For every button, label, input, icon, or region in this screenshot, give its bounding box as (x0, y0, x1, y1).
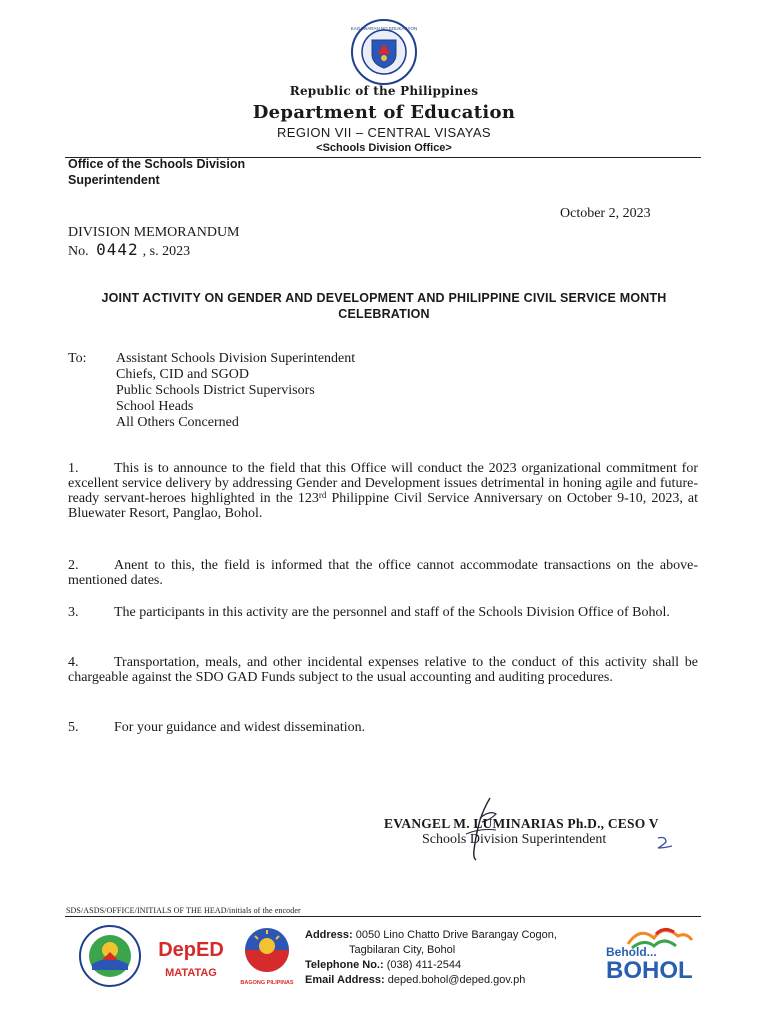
paragraph-number: 4. (68, 655, 79, 670)
address-line-2: Tagbilaran City, Bohol (349, 944, 456, 956)
memo-no-label: No. (68, 244, 89, 259)
division-office-heading: <Schools Division Office> (316, 142, 452, 154)
bagong-pilipinas-logo (236, 924, 298, 988)
footer-divider (65, 916, 701, 917)
paragraph-text: For your guidance and widest dissemination. (114, 720, 366, 735)
ordinal-suffix: rd (318, 490, 327, 500)
deped-matatag-logo (156, 928, 226, 984)
paragraph-number: 5. (68, 720, 79, 735)
republic-heading: Republic of the Philippines (289, 84, 479, 98)
email-line (305, 973, 557, 988)
telephone-line (305, 958, 557, 973)
paragraph-number: 2. (68, 558, 79, 573)
deped-division-seal-icon (78, 924, 142, 988)
svg-text:KAGAWARAN NG EDUKASYON: KAGAWARAN NG EDUKASYON (350, 26, 418, 31)
bohol-behold-text: Behold... (606, 945, 657, 959)
paragraph-text: This is to announce to the field that this Office will conduct the 2023 organizational commitment for excellent service delivery by addressing Gender and Development issues detrimental in honing agile and future-ready servant-heroes highlighted in the 123 (68, 461, 698, 506)
memo-number-line (68, 241, 240, 260)
recipient-item: All Others Concerned (116, 415, 239, 430)
address-value: 0050 Lino Chatto Drive Barangay Cogon, (355, 929, 557, 941)
telephone-value: (038) 411-2544 (386, 959, 462, 971)
email-label: Email Address: (305, 974, 385, 986)
behold-bohol-logo (598, 922, 708, 982)
paragraph-2 (68, 558, 698, 588)
memo-type: DIVISION MEMORANDUM (68, 225, 240, 240)
recipient-item: Chiefs, CID and SGOD (116, 367, 249, 382)
address-line (305, 928, 557, 943)
initial-mark-icon (654, 834, 678, 852)
deped-logo-text: DepED (158, 939, 224, 961)
recipient-list (116, 351, 355, 431)
footer-contact (305, 928, 557, 988)
paragraph-number: 3. (68, 605, 79, 620)
matatag-text: MATATAG (165, 967, 217, 979)
recipient-item: Public Schools District Supervisors (116, 383, 315, 398)
paragraph-text: Transportation, meals, and other incidental expenses relative to the conduct of this activity shall be chargeable against the SDO GAD Funds subject to the usual accounting and auditing procedures. (68, 655, 698, 685)
email-value: deped.bohol@deped.gov.ph (387, 974, 526, 986)
address-label: Address: (305, 929, 353, 941)
memo-subject: JOINT ACTIVITY ON GENDER AND DEVELOPMENT AND PHILIPPINE CIVIL SERVICE MONTH CELEBRATION (101, 291, 667, 321)
paragraph-text: Philippine Civil Service Anniversary on October 9-10, 2023, at Bluewater Resort, Panglao, Bohol. (68, 491, 699, 521)
memo-date: October 2, 2023 (560, 206, 651, 221)
region-heading: REGION VII – CENTRAL VISAYAS (277, 125, 491, 140)
signatory-title: Schools Division Superintendent (422, 832, 607, 847)
paragraph-3 (68, 605, 698, 620)
department-heading: Department of Education (252, 102, 516, 123)
memo-number: 0442 (96, 240, 139, 259)
bohol-text: BOHOL (606, 957, 693, 982)
paragraph-text: The participants in this activity are the personnel and staff of the Schools Division Office of Bohol. (114, 605, 670, 620)
recipient-item: School Heads (116, 399, 194, 414)
paragraph-text: Anent to this, the field is informed that the office cannot accommodate transactions on the above-mentioned dates. (68, 558, 698, 588)
paragraph-number: 1. (68, 461, 79, 476)
paragraph-4 (68, 655, 698, 685)
deped-seal-icon (350, 18, 418, 86)
recipient-item: Assistant Schools Division Superintendent (116, 351, 356, 366)
memo-number-block (68, 224, 240, 260)
bagong-pilipinas-text: BAGONG PILIPINAS (240, 980, 294, 986)
paragraph-1 (68, 461, 698, 521)
encoder-line: SDS/ASDS/OFFICE/INITIALS OF THE HEAD/initials of the encoder (66, 906, 301, 915)
signatory-name: EVANGEL M. LUMINARIAS Ph.D., CESO V (384, 816, 659, 831)
memo-series: , s. 2023 (142, 244, 191, 259)
telephone-label: Telephone No.: (305, 959, 384, 971)
paragraph-5 (68, 720, 698, 735)
office-label: Office of the Schools Division Superintendent (68, 157, 246, 187)
to-label: To: (68, 351, 87, 366)
